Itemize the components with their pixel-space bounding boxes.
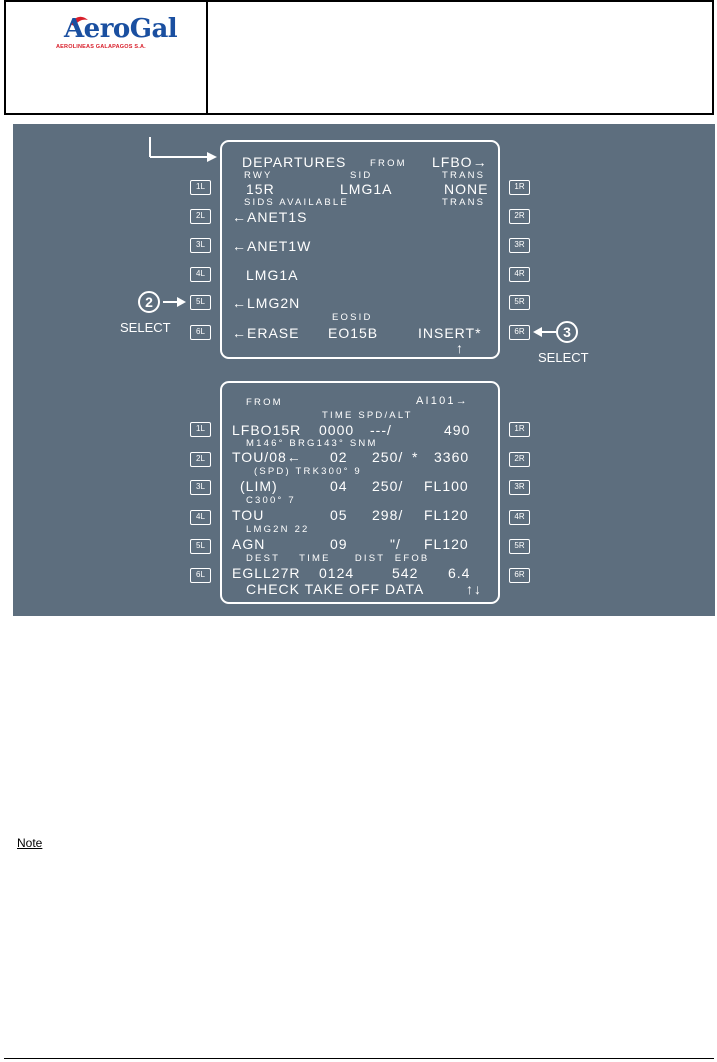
alt-2: 3360 (434, 449, 470, 465)
scroll-arrows-icon[interactable]: ↑↓ (466, 581, 482, 597)
dest-efob: 6.4 (448, 565, 471, 581)
lsk-1r[interactable]: 1R (509, 180, 530, 195)
rwy-value[interactable]: 15R (246, 181, 275, 197)
alt-1: 490 (444, 422, 471, 438)
company-logo (56, 14, 176, 54)
lsk-6l[interactable]: 6L (190, 325, 211, 340)
mcdu-figure (13, 124, 715, 616)
time-1: 0000 (319, 422, 355, 438)
dest-labels: DEST TIME DIST EFOB (246, 553, 430, 564)
lsk-1l[interactable]: 1L (190, 180, 211, 195)
lsk-5r[interactable]: 5R (509, 295, 530, 310)
lsk-1r[interactable]: 1R (509, 422, 530, 437)
lsk-2r[interactable]: 2R (509, 209, 530, 224)
lsk-4r[interactable]: 4R (509, 510, 530, 525)
scratchpad-message: CHECK TAKE OFF DATA (246, 581, 425, 597)
footer-divider (4, 1058, 714, 1059)
insert-arrow: ↑ (456, 340, 464, 356)
lsk-4r[interactable]: 4R (509, 267, 530, 282)
dest-airport[interactable]: EGLL27R (232, 565, 301, 581)
spd-1: ---/ (370, 422, 392, 438)
lsk-2r[interactable]: 2R (509, 452, 530, 467)
airport-code: LFBO→ (432, 154, 488, 170)
leg-info-4: C300° 7 (246, 495, 296, 506)
from-label: FROM (370, 158, 407, 169)
lsk-3l[interactable]: 3L (190, 480, 211, 495)
time-3: 04 (330, 478, 348, 494)
alt-3: FL100 (424, 478, 469, 494)
wpt-1[interactable]: LFBO15R (232, 422, 302, 438)
eosid-label: EOSID (332, 312, 373, 323)
wpt-3[interactable]: (LIM) (240, 478, 278, 494)
spd-2: 250/ (372, 449, 404, 465)
sid-label: SID (350, 170, 373, 181)
leg-info-5: LMG2N 22 (246, 524, 310, 535)
lsk-1l[interactable]: 1L (190, 422, 211, 437)
time-spd-alt-label: TIME SPD/ALT (322, 410, 413, 421)
sid-option-lmg2n[interactable]: ←LMG2N (232, 295, 301, 311)
flight-plan-screen (220, 381, 500, 604)
sid-value[interactable]: LMG1A (340, 181, 393, 197)
lsk-5l[interactable]: 5L (190, 295, 211, 310)
lsk-3r[interactable]: 3R (509, 480, 530, 495)
lsk-2l[interactable]: 2L (190, 209, 211, 224)
wpt-5[interactable]: AGN (232, 536, 266, 552)
note-label: Note (17, 836, 43, 850)
lsk-3l[interactable]: 3L (190, 238, 211, 253)
lsk-5r[interactable]: 5R (509, 539, 530, 554)
flight-number: AI101→ (416, 395, 469, 407)
spd-3: 250/ (372, 478, 404, 494)
lsk-5l[interactable]: 5L (190, 539, 211, 554)
lsk-6l[interactable]: 6L (190, 568, 211, 583)
lsk-3r[interactable]: 3R (509, 238, 530, 253)
lsk-4l[interactable]: 4L (190, 267, 211, 282)
erase-prompt[interactable]: ←ERASE (232, 325, 300, 341)
sid-option-lmg1a[interactable]: LMG1A (246, 267, 299, 283)
logo-wordmark: AeroGal (64, 14, 178, 44)
leg-info-3: (SPD) TRK300° 9 (254, 466, 362, 477)
dest-dist: 542 (392, 565, 419, 581)
lsk-6r[interactable]: 6R (509, 568, 530, 583)
trans-label-2: TRANS (442, 197, 486, 208)
page-title: DEPARTURES (242, 154, 347, 170)
leg-info-2: M146° BRG143° SNM (246, 438, 378, 449)
logo-subtitle: AEROLINEAS GALAPAGOS S.A. (56, 44, 146, 50)
time-4: 05 (330, 507, 348, 523)
fpln-from-label: FROM (246, 397, 283, 408)
trans-value[interactable]: NONE (444, 181, 489, 197)
trans-label: TRANS (442, 170, 486, 181)
time-5: 09 (330, 536, 348, 552)
spd-4: 298/ (372, 507, 404, 523)
spd-5: "/ (390, 536, 401, 552)
insert-prompt[interactable]: INSERT* (418, 325, 482, 341)
time-2: 02 (330, 449, 348, 465)
wpt-4[interactable]: TOU (232, 507, 265, 523)
document-header (4, 0, 714, 115)
eosid-value: EO15B (328, 325, 379, 341)
dest-time: 0124 (319, 565, 355, 581)
lsk-2l[interactable]: 2L (190, 452, 211, 467)
callout-3: 3 (556, 321, 578, 343)
lsk-6r[interactable]: 6R (509, 325, 530, 340)
header-divider (206, 2, 208, 113)
sid-option-anet1w[interactable]: ←ANET1W (232, 238, 312, 254)
star-marker: * (412, 449, 419, 465)
lsk-4l[interactable]: 4L (190, 510, 211, 525)
callout-3-label: SELECT (538, 350, 589, 365)
sids-available-label: SIDS AVAILABLE (244, 197, 349, 208)
alt-5: FL120 (424, 536, 469, 552)
callout-2: 2 (138, 291, 160, 313)
callout-2-label: SELECT (120, 320, 171, 335)
rwy-label: RWY (244, 170, 273, 181)
alt-4: FL120 (424, 507, 469, 523)
wpt-2[interactable]: TOU/08← (232, 449, 302, 465)
departures-screen (220, 140, 500, 359)
sid-option-anet1s[interactable]: ←ANET1S (232, 209, 308, 225)
